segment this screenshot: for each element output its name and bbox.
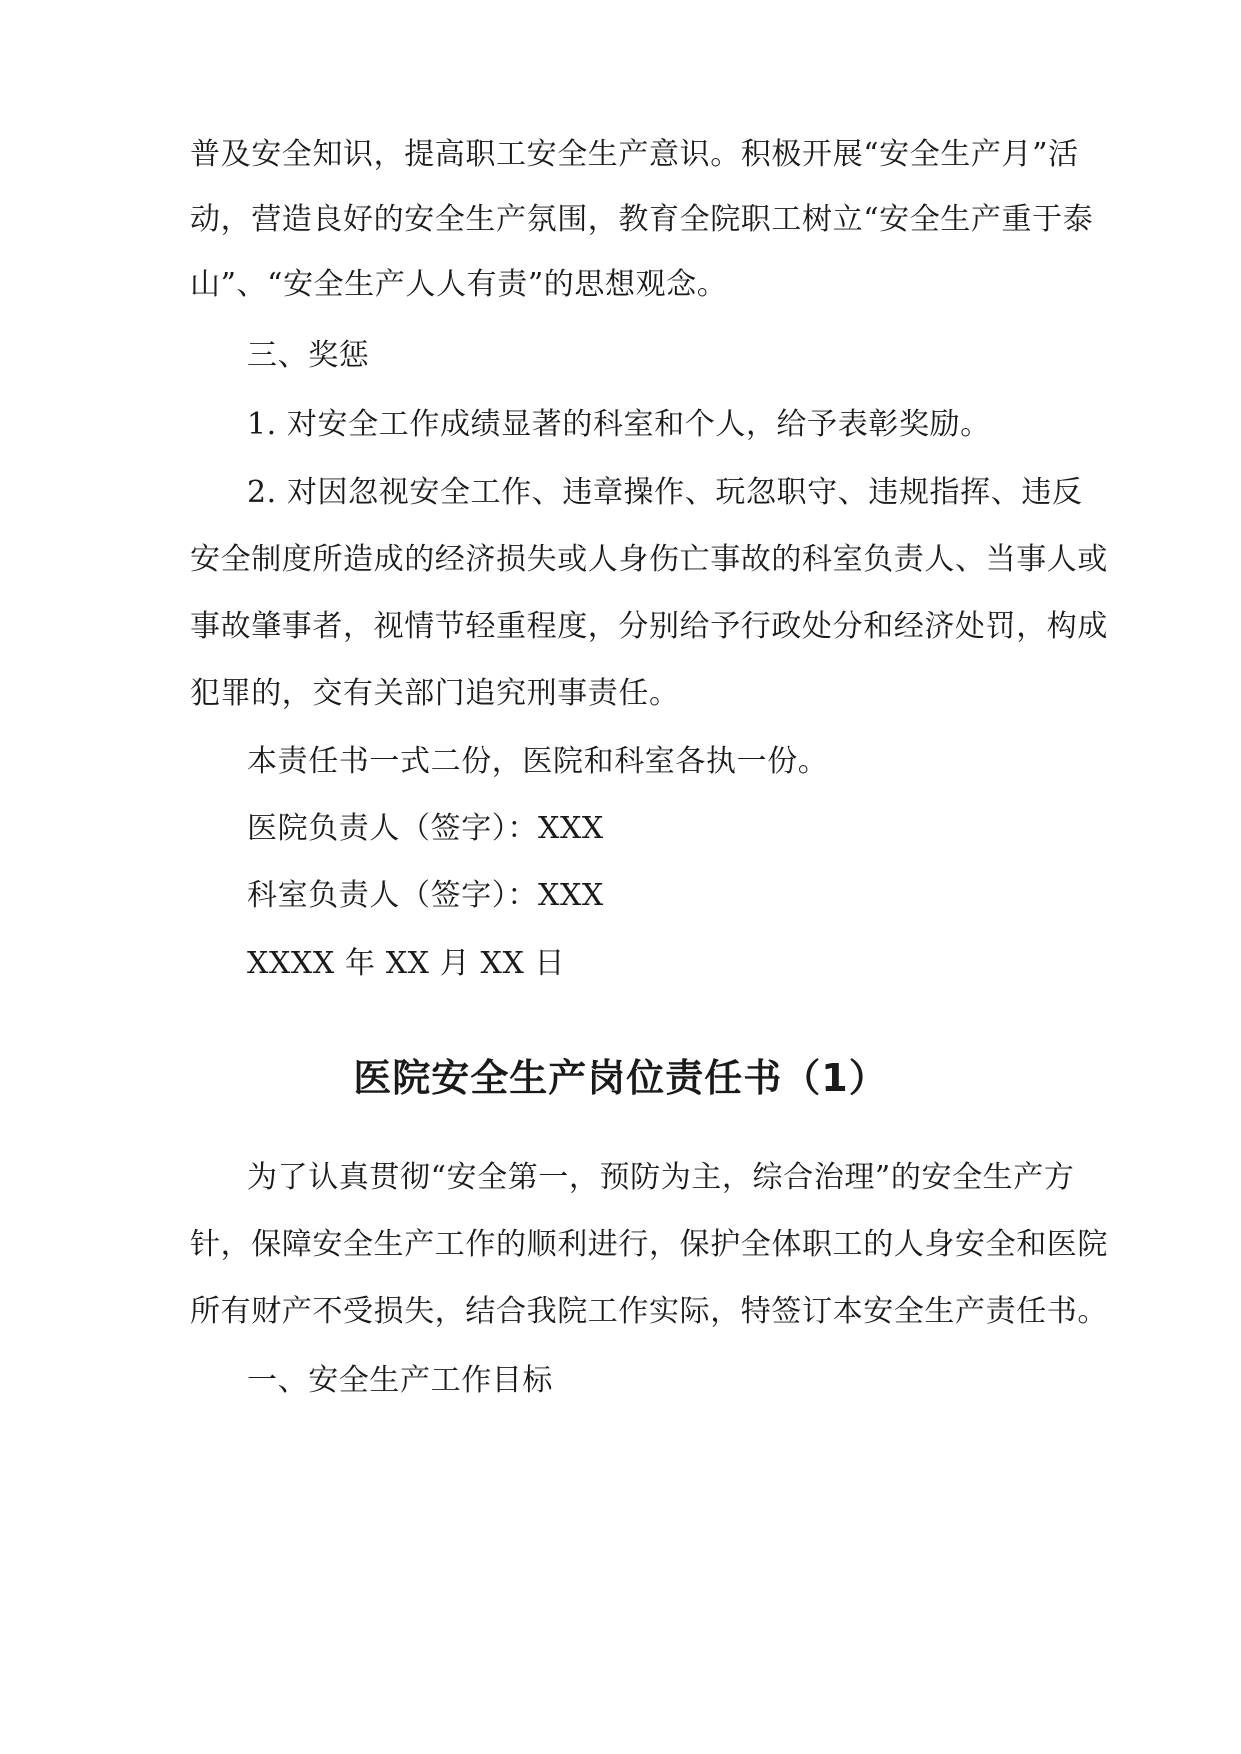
intro-line: 针，保障安全生产工作的顺利进行，保护全体职工的人身安全和医院 — [190, 1227, 1108, 1262]
paragraph-line: 山”、“安全生产人人有责”的思想观念。 — [190, 267, 728, 302]
list-item-2-line: 2. 对因忽视安全工作、违章操作、玩忽职守、违规指挥、违反 — [247, 475, 1083, 510]
copies-statement: 本责任书一式二份，医院和科室各执一份。 — [247, 744, 829, 779]
signature-date: XXXX 年 XX 月 XX 日 — [247, 946, 566, 981]
paragraph-line: 动，营造良好的安全生产氛围，教育全院职工树立“安全生产重于泰 — [190, 202, 1094, 237]
intro-line: 所有财产不受损失，结合我院工作实际，特签订本安全生产责任书。 — [190, 1294, 1108, 1329]
department-signer: 科室负责人（签字）：XXX — [247, 878, 604, 913]
paragraph-line: 普及安全知识，提高职工安全生产意识。积极开展“安全生产月”活 — [190, 137, 1079, 172]
list-item-1: 1. 对安全工作成绩显著的科室和个人，给予表彰奖励。 — [247, 407, 991, 442]
intro-line: 为了认真贯彻“安全第一，预防为主，综合治理”的安全生产方 — [247, 1160, 1075, 1195]
list-item-2-line: 事故肇事者，视情节轻重程度，分别给予行政处分和经济处罚，构成 — [190, 609, 1108, 644]
list-item-2-line: 安全制度所造成的经济损失或人身伤亡事故的科室负责人、当事人或 — [190, 542, 1108, 577]
list-item-2-line: 犯罪的，交有关部门追究刑事责任。 — [190, 676, 680, 711]
document-title: 医院安全生产岗位责任书（1） — [353, 1056, 888, 1100]
section-heading-goal: 一、安全生产工作目标 — [247, 1363, 553, 1398]
hospital-signer: 医院负责人（签字）：XXX — [247, 811, 604, 846]
section-heading-rewards: 三、奖惩 — [247, 338, 370, 373]
